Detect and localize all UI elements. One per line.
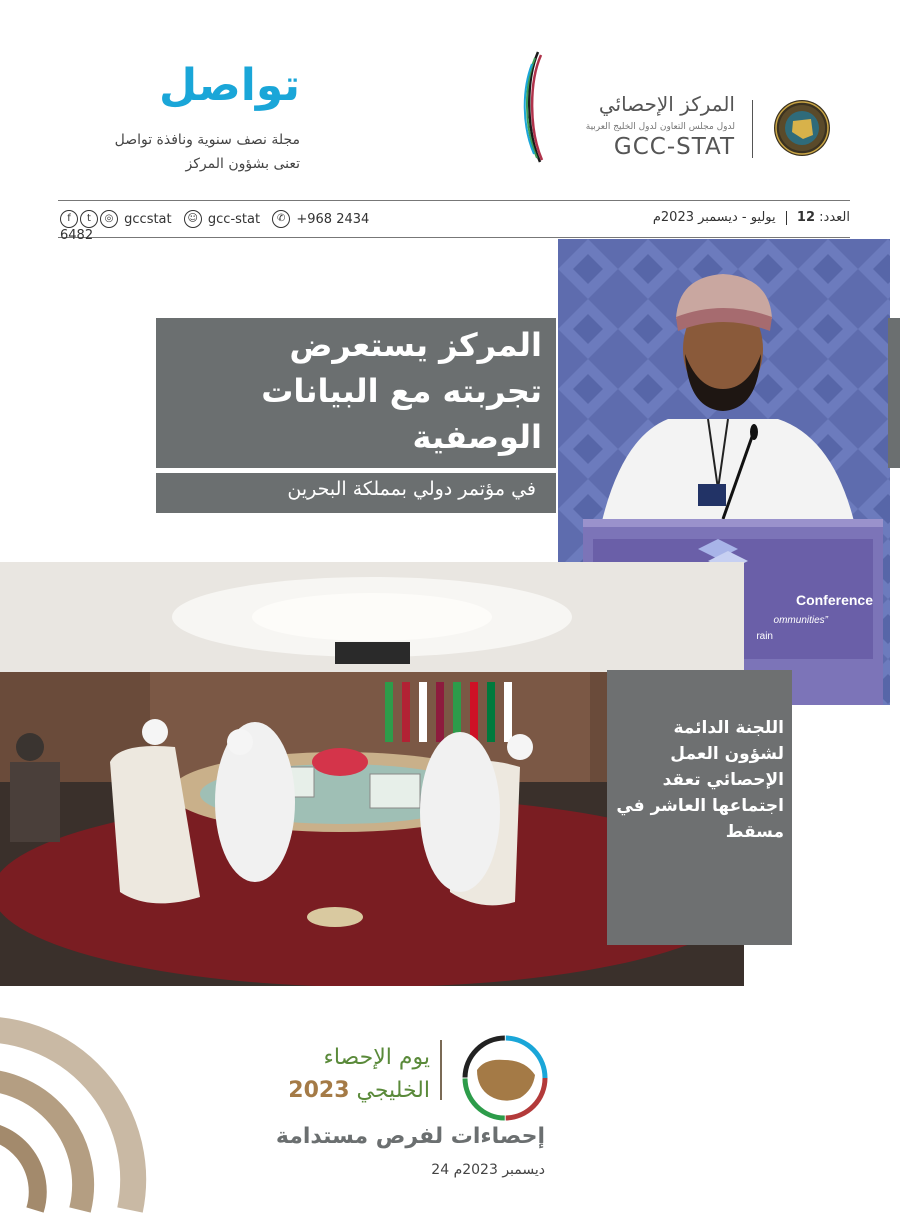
banner-text-3: rain: [756, 631, 773, 642]
magazine-title-text: تواصل: [159, 60, 300, 111]
org-name: المركز الإحصائي: [598, 92, 735, 116]
snapchat-icon[interactable]: ☺: [184, 210, 202, 228]
snapchat-handle: gcc-stat: [207, 211, 261, 227]
facebook-icon[interactable]: f: [60, 210, 78, 228]
banner-text-2: ommunities”: [773, 615, 828, 626]
phone-number: +968 2434 6482: [60, 211, 370, 243]
banner-text-1: Conference: [795, 592, 873, 608]
header-rule-top: [58, 200, 850, 201]
event-title-word: الخليجي: [356, 1078, 430, 1103]
event-title-line-2: [250, 1078, 430, 1103]
issue-period: يوليو - ديسمبر 2023م: [652, 210, 776, 225]
headline-line-3: الوصفية: [412, 418, 542, 456]
issue-separator: [786, 211, 787, 225]
twitter-icon[interactable]: t: [80, 210, 98, 228]
org-short-name: GCC-STAT: [613, 134, 735, 160]
second-story-headline: اللجنة الدائمة لشؤون العمل الإحصائي تعقد اجتماعها العاشر في مسقط: [616, 718, 784, 842]
headline-line-2: تجربته مع البيانات: [261, 372, 542, 410]
magazine-description: [40, 128, 300, 176]
whatsapp-icon[interactable]: ✆: [272, 210, 290, 228]
instagram-icon[interactable]: ◎: [100, 210, 118, 228]
event-slogan: إحصاءات لفرص مستدامة: [275, 1124, 545, 1149]
gcc-seal-icon: [773, 99, 831, 157]
event-title-line-1: يوم الإحصاء: [323, 1045, 430, 1070]
main-headline: [166, 322, 542, 460]
gcc-stat-logo-arc-icon: [520, 50, 544, 165]
issue-number: 12: [796, 210, 816, 225]
logo-divider: [752, 100, 753, 158]
contact-bar: [60, 210, 390, 243]
subheadline: في مؤتمر دولي بمملكة البحرين: [287, 478, 536, 500]
magazine-title: [60, 60, 300, 111]
org-subtitle: لدول مجلس التعاون لدول الخليج العربية: [585, 122, 735, 132]
issue-label: العدد:: [819, 210, 850, 225]
event-year: 2023: [288, 1078, 350, 1103]
magazine-desc-line-1: مجلة نصف سنوية ونافذة تواصل: [114, 132, 300, 148]
header-rule-bottom: [58, 237, 850, 238]
gulf-statistics-day-logo-icon: [455, 1030, 555, 1126]
headline-band-right: [888, 318, 900, 468]
headline-line-1: المركز يستعرض: [289, 326, 542, 364]
decorative-arcs-icon: [0, 990, 160, 1220]
event-logo-divider: [440, 1040, 442, 1100]
issue-info: [600, 210, 850, 225]
social-handle: gccstat: [124, 211, 172, 227]
magazine-desc-line-2: تعنى بشؤون المركز: [185, 156, 300, 172]
event-date: 24 ديسمبر 2023م: [431, 1162, 545, 1178]
